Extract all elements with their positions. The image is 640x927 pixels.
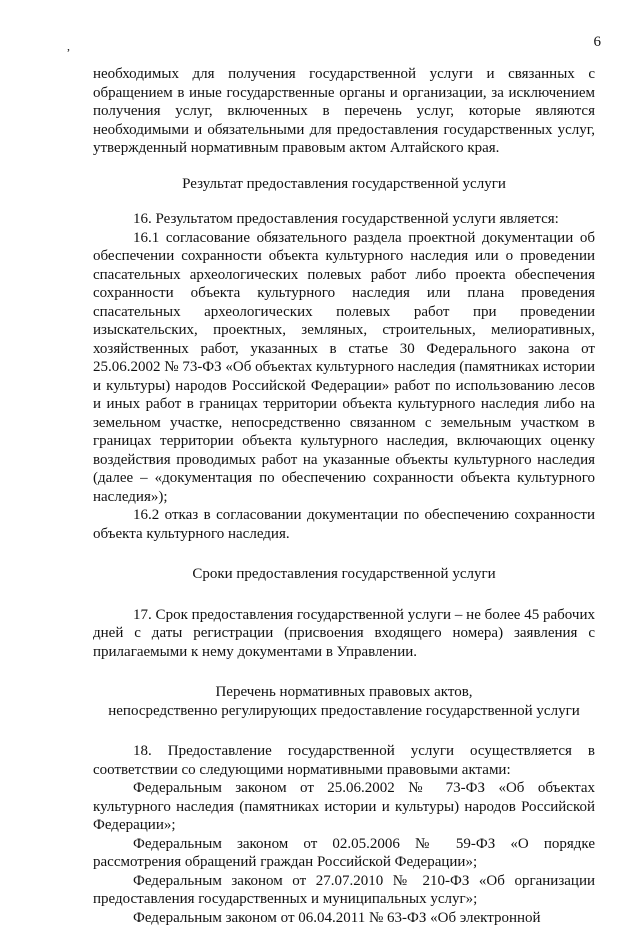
law-item-3: Федеральным законом от 27.07.2010 № 210-ФЗ «Об организации предоставления государственных и муниципальных услуг»; xyxy=(93,872,595,909)
section-heading-acts-line-1: Перечень нормативных правовых актов, xyxy=(93,683,595,702)
page-number: 6 xyxy=(594,34,602,51)
law-item-4: Федеральным законом от 06.04.2011 № 63-ФЗ «Об электронной xyxy=(93,909,595,927)
document-body xyxy=(93,65,595,927)
intro-paragraph: необходимых для получения государственной услуги и связанных с обращением в иные государственные органы и организации, за исключением получения услуг, включенных в перечень услуг, которые являются необходимыми и обязательными для предоставления государственных услуг, утвержденный нормативным правовым актом Алтайского края. xyxy=(93,65,595,158)
section-heading-result: Результат предоставления государственной услуги xyxy=(93,175,595,194)
section-heading-terms: Сроки предоставления государственной услуги xyxy=(93,565,595,584)
paragraph-18: 18. Предоставление государственной услуги осуществляется в соответствии со следующими нормативными правовыми актами: xyxy=(93,742,595,779)
paragraph-17: 17. Срок предоставления государственной услуги – не более 45 рабочих дней с даты регистрации (присвоения входящего номера) заявления с прилагаемыми к нему документами в Управлении. xyxy=(93,606,595,662)
law-item-2: Федеральным законом от 02.05.2006 № 59-ФЗ «О порядке рассмотрения обращений граждан Российской Федерации»; xyxy=(93,835,595,872)
section-heading-acts-line-2: непосредственно регулирующих предоставление государственной услуги xyxy=(93,702,595,721)
paragraph-16-1: 16.1 согласование обязательного раздела проектной документации об обеспечении сохранности объекта культурного наследия или о проведении спасательных археологических полевых работ либо проекта обеспечения сохранности объекта культурного наследия или плана проведения спасательных археологических полевых работ при проведении изыскательских, проектных, земляных, строительных, мелиоративных, хозяйственных работ, указанных в статье 30 Федерального закона от 25.06.2002 № 73-ФЗ «Об объектах культурного наследия (памятниках истории и культуры) народов Российской Федерации» работ по использованию лесов и иных работ в границах территории объекта культурного наследия либо на земельном участке, непосредственно связанном с земельным участком в границах территории объекта культурного наследия, включающих оценку воздействия проводимых работ на указанные объекты культурного наследия (далее – «документация по обеспечению сохранности объекта культурного наследия»); xyxy=(93,229,595,507)
paragraph-16-2: 16.2 отказ в согласовании документации по обеспечению сохранности объекта культурного наследия. xyxy=(93,506,595,543)
law-item-1: Федеральным законом от 25.06.2002 № 73-ФЗ «Об объектах культурного наследия (памятниках истории и культуры) народов Российской Федерации»; xyxy=(93,779,595,835)
paragraph-16: 16. Результатом предоставления государственной услуги является: xyxy=(93,210,595,229)
scan-mark: , xyxy=(67,40,70,52)
